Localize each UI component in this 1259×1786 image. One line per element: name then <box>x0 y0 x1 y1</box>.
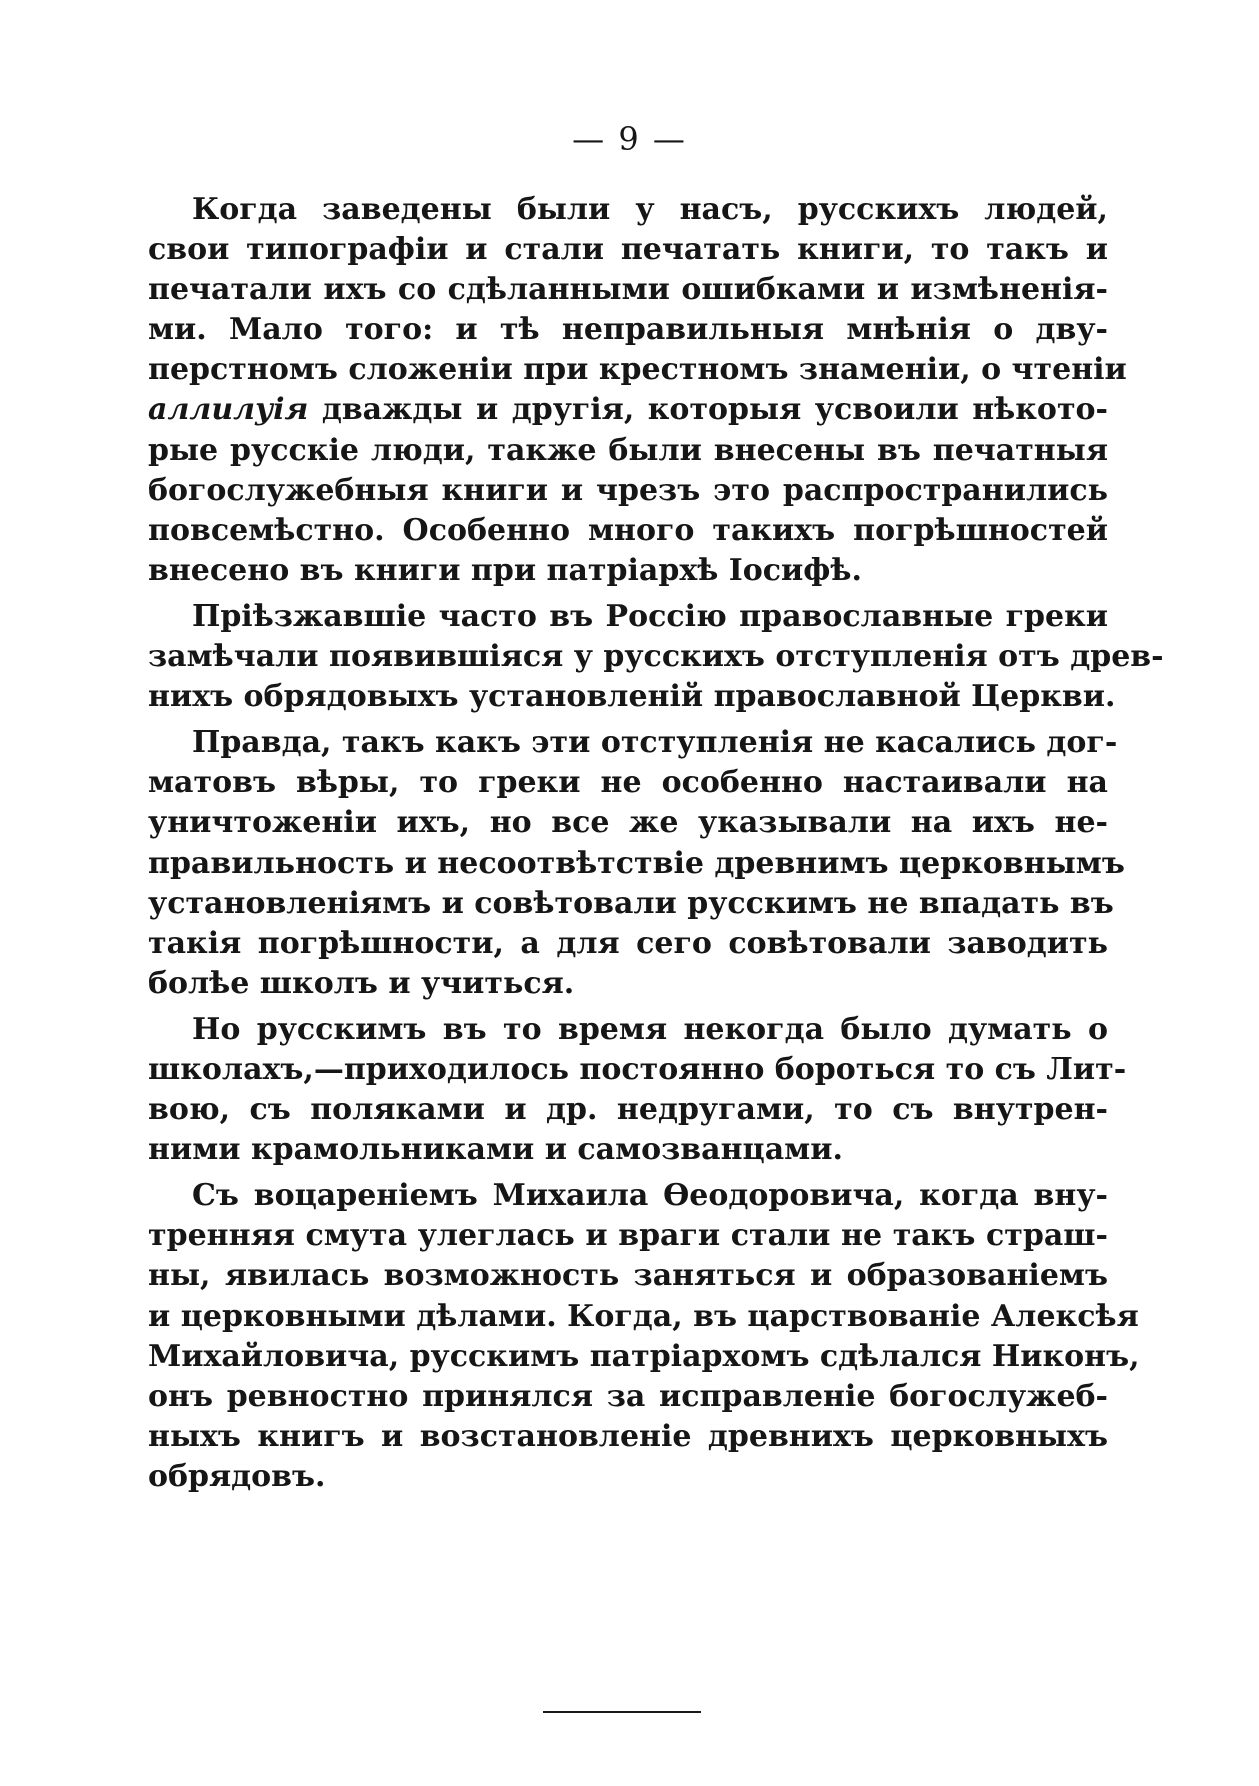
text-line-with-italic <box>148 390 1108 430</box>
text-line: вою, съ поляками и др. недругами, то съ внутрен- <box>148 1092 1108 1128</box>
text-line: ними крамольниками и самозванцами. <box>148 1132 843 1168</box>
paragraph <box>148 597 1164 717</box>
end-rule-divider <box>543 1711 701 1713</box>
text-line: ми. Мало того: и тѣ неправильныя мнѣнія о дву- <box>148 312 1108 348</box>
text-line: Но русскимъ въ то время некогда было думать о <box>192 1011 1108 1047</box>
italic-word: аллилуія <box>148 392 309 428</box>
text-line: Пріѣзжавшіе часто въ Россію православные греки <box>192 598 1108 634</box>
text-line: школахъ,—приходилось постоянно бороться то съ Лит- <box>148 1051 1127 1087</box>
text-line: перстномъ сложеніи при крестномъ знаменіи, о чтеніи <box>148 352 1127 388</box>
text-line: тренняя смута улеглась и враги стали не такъ страш- <box>148 1218 1108 1254</box>
text-line: свои типографіи и стали печатать книги, то такъ и <box>148 232 1108 268</box>
paragraph <box>148 723 1125 1004</box>
text-line: матовъ вѣры, то греки не особенно настаивали на <box>148 765 1108 801</box>
text-line: ны, явилась возможность заняться и образованіемъ <box>148 1258 1108 1294</box>
text-line: ныхъ книгъ и возстановленіе древнихъ церковныхъ <box>148 1418 1108 1454</box>
text-line: установленіямъ и совѣтовали русскимъ не впадать въ <box>148 885 1114 921</box>
text-line: рые русскіе люди, также были внесены въ печатныя <box>148 432 1108 468</box>
text-line: Михайловича, русскимъ патріархомъ сдѣлался Никонъ, <box>148 1338 1140 1374</box>
paragraph <box>148 1010 1127 1170</box>
text-line: замѣчали появившіяся у русскихъ отступленія отъ древ- <box>148 639 1164 675</box>
text-line: богослужебныя книги и чрезъ это распространились <box>148 472 1108 508</box>
page-text <box>148 190 1164 1497</box>
paragraph <box>148 1176 1140 1497</box>
text-line: повсемѣстно. Особенно много такихъ погрѣшностей <box>148 512 1108 548</box>
text-line: Когда заведены были у насъ, русскихъ людей, <box>192 192 1108 227</box>
text-line: болѣе школъ и учиться. <box>148 965 575 1001</box>
text-line: онъ ревностно принялся за исправленіе богослужеб- <box>148 1378 1108 1414</box>
text-line: уничтоженіи ихъ, но все же указывали на ихъ не- <box>148 805 1108 841</box>
text-line: нихъ обрядовыхъ установленій православной Церкви. <box>148 679 1116 715</box>
text-line: правильность и несоотвѣтствіе древнимъ церковнымъ <box>148 845 1125 881</box>
text-line: Съ воцареніемъ Михаила Өеодоровича, когда вну- <box>192 1178 1108 1214</box>
text-line: и церковными дѣлами. Когда, въ царствованіе Алексѣя <box>148 1298 1139 1334</box>
text-line: обрядовъ. <box>148 1458 326 1494</box>
page-number: — 9 — <box>572 120 687 158</box>
paragraph <box>148 190 1127 591</box>
text-line-rest: дважды и другія, которыя усвоили нѣкото- <box>321 392 1108 428</box>
text-line: внесено въ книги при патріархѣ Іосифѣ. <box>148 552 862 588</box>
text-line: печатали ихъ со сдѣланными ошибками и измѣненія- <box>148 272 1108 308</box>
text-line: Правда, такъ какъ эти отступленія не касались дог- <box>192 725 1118 761</box>
text-line: такія погрѣшности, а для сего совѣтовали заводить <box>148 925 1108 961</box>
